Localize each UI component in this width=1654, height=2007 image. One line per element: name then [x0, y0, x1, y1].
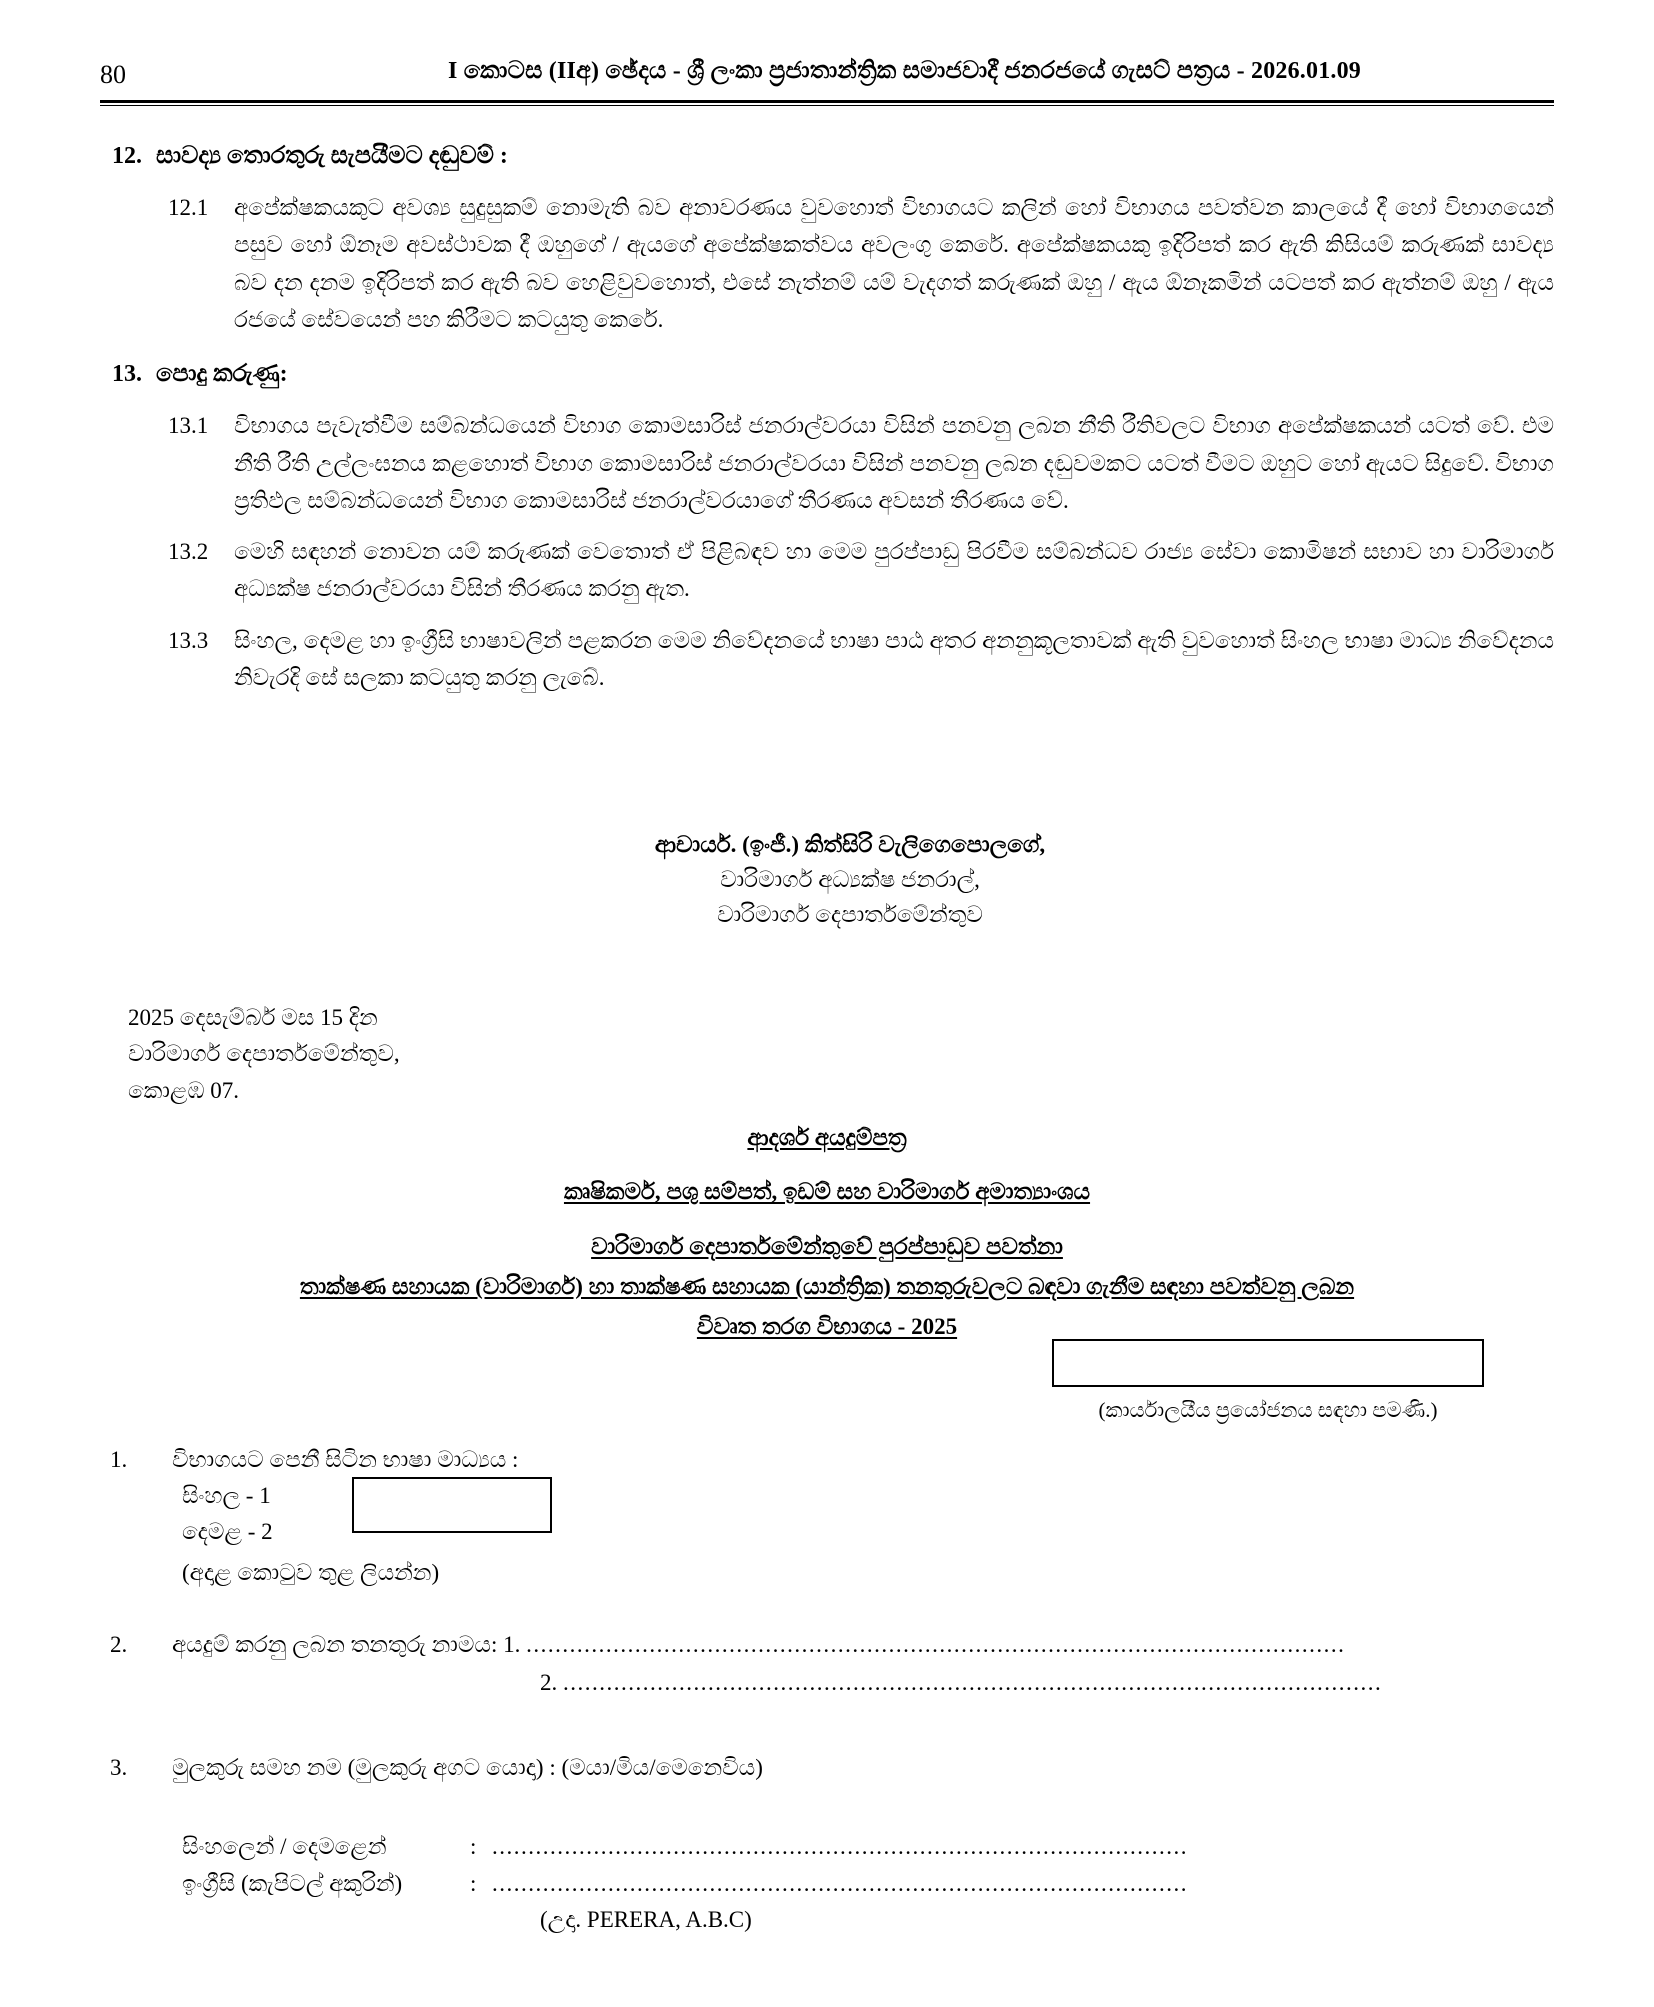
name-input-sinhala-tamil[interactable]: ................................................................................................ [492, 1833, 1188, 1859]
paragraph-13-2-text: මෙහි සඳහන් නොවන යම් කරුණක් වෙතොත් ඒ පිළිබඳව හා මෙම පුරප්පාඩු පිරවීම සම්බන්ධව රාජ්‍ය සේවා කොමිෂන් සභාව හා වාරිමාර්ග අධ්‍යක්ෂ ජනරාල්වරයා විසින් තීරණය කරනු ඇත. [234, 539, 1554, 602]
paragraph-13-3 [100, 622, 1554, 697]
question-2-sub2-label: 2. [540, 1669, 558, 1695]
exam-line-1: තාක්ෂණ සහායක (වාරිමාර්ග) හා තාක්ෂණ සහායක (යාන්ත්‍රික) තනතුරුවලට බඳවා ගැනීම සඳහා පවත්වනු ලබන [299, 1273, 1355, 1299]
department-row [100, 1227, 1554, 1267]
question-1-number: 1. [110, 1447, 128, 1472]
issuing-office: වාරිමාර්ග දෙපාර්තමේන්තුව, [128, 1041, 400, 1067]
question-1-note: (අදාළ කොටුව තුළ ලියන්න) [182, 1560, 440, 1586]
paragraph-12-1 [100, 189, 1554, 338]
header-rule-thin [100, 105, 1554, 106]
paragraph-13-2-number: 13.2 [168, 539, 209, 565]
exam-row-1 [100, 1267, 1554, 1307]
question-1-text: විභාගයට පෙනී සිටින භාෂා මාධ්‍යය : [172, 1447, 519, 1472]
signatory-role: වාරිමාර්ග අධ්‍යක්ෂ ජනරාල්, [720, 866, 980, 892]
name-row-sinhala-tamil [100, 1828, 1554, 1865]
paragraph-13-3-number: 13.3 [168, 627, 209, 653]
ministry-name: කෘෂිකර්ම, පශු සම්පත්, ඉඩම් සහ වාරිමාර්ග අමාත්‍යාංශය [563, 1179, 1091, 1205]
question-2-sub2-dots[interactable]: ................................................................................................................. [563, 1669, 1383, 1695]
paragraph-13-3-text: සිංහල, දෙමළ හා ඉංග්‍රීසි භාෂාවලින් පළකරන මෙම නිවේදනයේ භාෂා පාඨ අතර අනනුකූලතාවක් ඇති වුවහොත් සිංහල භාෂා මාධ්‍ය නිවේදනය නිවැරදි සේ සලකා කටයුතු කරනු ලැබේ. [234, 627, 1554, 690]
issuing-city: කොළඹ 07. [128, 1077, 239, 1103]
section-13-heading [100, 356, 1554, 393]
section-12-number: 12. [112, 143, 142, 169]
paragraph-13-1-number: 13.1 [168, 413, 209, 439]
question-1 [100, 1442, 1554, 1592]
paragraph-12-1-number: 12.1 [168, 195, 209, 221]
paragraph-13-1 [100, 407, 1554, 519]
question-2-sub2 [172, 1665, 1382, 1701]
name-row-english [100, 1865, 1554, 1902]
question-3-text: මුලකුරු සමහ නම (මුලකුරු අගට යොදා) : (මයා/මිය/මෙනෙවිය) [172, 1755, 763, 1780]
specimen-form-heading [100, 1118, 1554, 1347]
header-divider [100, 100, 1554, 106]
question-3-number: 3. [110, 1755, 128, 1780]
section-13-number: 13. [112, 361, 142, 388]
date-address-block [128, 1000, 400, 1109]
exam-line-2: විවෘත තරග විභාගය - 2025 [696, 1314, 958, 1339]
paragraph-12-1-text: අපේක්ෂකයකුට අවශ්‍ය සුදුසුකම් නොමැති බව අනාවරණය වුවහොත් විභාගයට කලින් හෝ විභාගය පවත්වන කාලයේ දී හෝ විභාගයෙන් පසුව හෝ ඕනෑම අවස්ථාවක දී ඔහුගේ / ඇයගේ අපේක්ෂකත්වය අවලංගු කෙරේ. අපේක්ෂකයකු ඉදිරිපත් කර ඇති කිසියම් කරුණක් සාවද්‍ය බව දන දනම ඉදිරිපත් කර ඇති බව හෙළිවුවහොත්, එසේ නැත්නම් යම් වැදගත් කරුණක් ඔහු / ඇය ඕනෑකමින් යටපත් කර ඇත්නම් ඔහු / ඇය රජයේ සේවයෙන් පහ කිරීමට කටයුතු කෙරේ. [234, 195, 1554, 332]
office-use-caption: (කාර්යාලයීය ප්‍රයෝජනය සඳහා පමණි.) [1098, 1398, 1438, 1422]
question-3-row [100, 1750, 1554, 1786]
question-2 [100, 1627, 1554, 1700]
language-medium-input-box[interactable] [352, 1477, 552, 1533]
name-colon-1: : [470, 1833, 477, 1859]
name-example: (උදා. PERERA, A.B.C) [540, 1907, 752, 1933]
specimen-title: ආදර්ශ අයදුම්පත්‍ර [747, 1125, 907, 1150]
issue-date: 2025 දෙසැම්බර් මස 15 දින [128, 1005, 378, 1030]
signatory-department: වාරිමාර්ග දෙපාර්තමේන්තුව [717, 901, 983, 927]
ministry-row [100, 1172, 1554, 1212]
gazette-title: I කොටස (IIඅ) ඡේදය - ශ්‍රී ලංකා ප්‍රජාතාන්ත්‍රික සමාජවාදී ජනරජයේ ගැසට් පත්‍රය - 2026.01.09 [447, 58, 1361, 84]
paragraph-13-2 [100, 533, 1554, 608]
question-2-sub1-label: 1. [503, 1632, 521, 1657]
question-2-label: අයදුම් කරනු ලබන තනතුරු නාමය: [172, 1632, 498, 1657]
question-3 [100, 1750, 1554, 1939]
question-2-row [100, 1627, 1554, 1663]
paragraph-13-1-text: විභාගය පැවැත්වීම සම්බන්ධයෙන් විභාග කොමසාරිස් ජනරාල්වරයා විසින් පනවනු ලබන නීති රීතිවලට විභාග අපේක්ෂකයන් යටත් වේ. එම නීති රීති උල්ලංඝනය කළහොත් විභාග කොමසාරිස් ජනරාල්වරයා විසින් පනවනු ලබන දඬුවමකට යටත් වීමට ඔහුට හෝ ඇයට සිදුවේ. විභාග ප්‍රතිඵල සම්බන්ධයෙන් විභාග කොමසාරිස් ජනරාල්වරයාගේ තීරණය අවසන් තීරණය වේ. [234, 413, 1554, 513]
signature-block [100, 828, 1554, 933]
question-1-option-sinhala: සිංහල - 1 [182, 1482, 271, 1508]
document-body [100, 120, 1554, 696]
question-1-option-tamil: දෙමළ - 2 [182, 1519, 273, 1545]
name-label-english: ඉංග්‍රීසි (කැපිටල් අකුරින්) [182, 1870, 403, 1896]
department-line: වාරිමාර්ග දෙපාර්තමේන්තුවේ පුරප්පාඩුව පවත්නා [591, 1233, 1063, 1259]
signatory-name: ආචාර්ය. (ඉංජී.) කිත්සිරි වැලිගෙපොලගේ, [654, 832, 1046, 857]
name-label-sinhala-tamil: සිංහලෙන් / දෙමළෙන් [182, 1833, 387, 1859]
name-input-english[interactable]: ................................................................................................ [492, 1870, 1188, 1896]
office-use-box[interactable] [1052, 1339, 1484, 1387]
question-2-text [172, 1627, 1345, 1663]
section-12-heading [100, 138, 1554, 175]
question-2-number: 2. [110, 1632, 128, 1657]
section-12-title: සාවද්‍ය තොරතුරු සැපයීමට දඬුවම් : [156, 143, 508, 169]
page-number: 80 [100, 60, 126, 89]
question-1-row [100, 1442, 1554, 1478]
question-2-sub1-dots[interactable]: ................................................................................................................. [526, 1632, 1346, 1657]
section-13-title: පොදු කරුණු: [156, 361, 288, 388]
question-2-second-row [100, 1665, 1554, 1701]
specimen-title-row [100, 1118, 1554, 1158]
running-header [100, 58, 1554, 98]
name-colon-2: : [470, 1870, 477, 1896]
header-rule-thick [100, 100, 1554, 103]
